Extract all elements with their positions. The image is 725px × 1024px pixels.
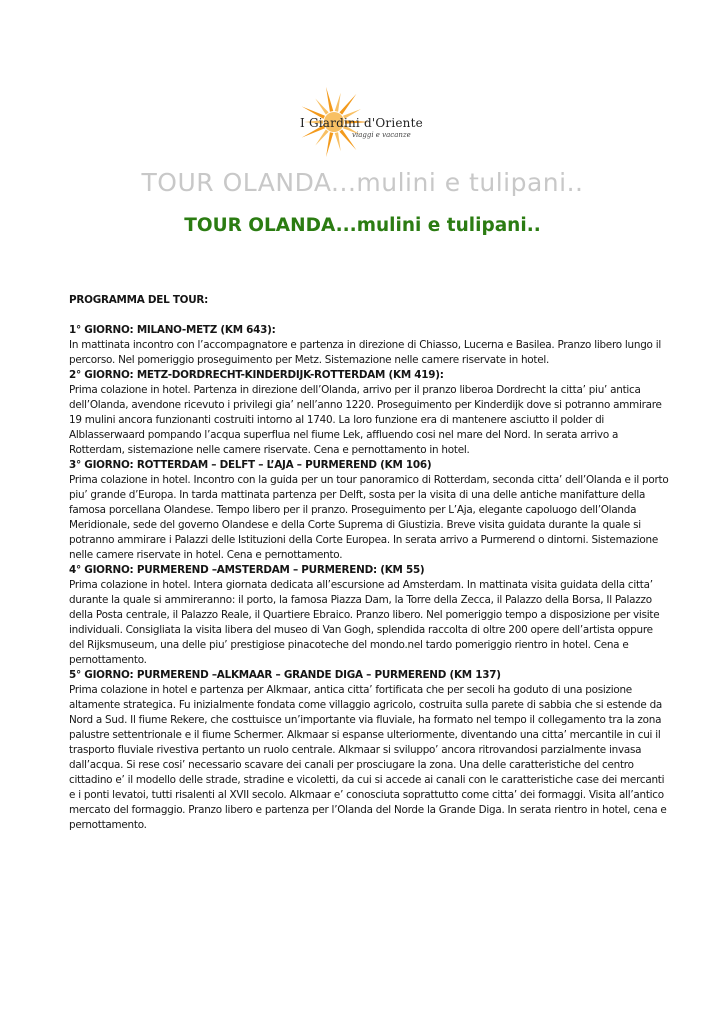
sun-ray-icon [326, 87, 333, 112]
day-text: In mattinata incontro con l’accompagnatore e partenza in direzione di Chiasso, Lucerna e Basilea. Pranzo libero lungo il percorso. Nel pomeriggio proseguimento per Metz. Sistemazione nelle camere riservate in hotel. [69, 339, 661, 366]
sun-ray-icon [315, 129, 328, 145]
day-section [69, 323, 669, 368]
day-section [69, 458, 669, 563]
sun-ray-icon [326, 132, 333, 157]
day-section [69, 668, 669, 833]
day-text: Prima colazione in hotel e partenza per Alkmaar, antica citta’ fortificata che per secoli ha goduto di una posizione altamente strategica. Fu inizialmente fondata come villaggio agricolo, costruita sulla parete di sabbia che si estende da Nord a Sud. Il fiume Rekere, che costtuisce un’importante via fluviale, ha formato nel tempo il collegamento tra la zona palustre settentrionale e il fiume Schermer. Alkmaar si espanse ulteriormente, diventando una citta’ mercantile in cui il trasporto fluviale rivestiva pertanto un ruolo centrale. Alkmaar si sviluppo’ ancora ritrovandosi parzialmente invasa dall’acqua. Si rese cosi’ necessario scavare dei canali per prosciugare la zona. Una delle caratteristiche del centro cittadino e’ il modello delle strade, stradine e vicoletti, da cui si accede ai canali con le caratteristiche case dei mercanti e i ponti levatoi, tutti risalenti al XVII secolo. Alkmaar e’ conosciuta soprattutto come citta’ dei formaggi. Visita all’antico mercato del formaggio. Pranzo libero e partenza per l’Olanda del Norde la Grande Diga. In serata rientro in hotel, cena e pernottamento. [69, 684, 667, 831]
day-heading: 2° GIORNO: METZ-DORDRECHT-KINDERDIJK-ROTTERDAM (KM 419): [69, 369, 444, 381]
day-text: Prima colazione in hotel. Intera giornata dedicata all’escursione ad Amsterdam. In mattinata visita guidata della citta’ durante la quale si ammireranno: il porto, la famosa Piazza Dam, la Torre della Zecca, il Palazzo della Borsa, Il Palazzo della Posta centrale, il Palazzo Reale, il Quartiere Ebraico. Pranzo libero. Nel pomeriggio tempo a disposizione per visite individuali. Consigliata la visita libera del museo di Van Gogh, splendida raccolta di oltre 200 opere dell’artista oppure del Rijksmuseum, una delle piu’ prestigiose pinacoteche del mondo.nel tardo pomeriggio rientro in hotel. Cena e pernottamento. [69, 579, 660, 666]
day-heading: 3° GIORNO: ROTTERDAM – DELFT – L’AJA – PURMEREND (KM 106) [69, 459, 432, 471]
sun-ray-icon [335, 93, 341, 112]
day-text: Prima colazione in hotel. Partenza in direzione dell’Olanda, arrivo per il pranzo liberoa Dordrecht la citta’ piu’ antica dell’Olanda, avendone ricevuto i privilegi gia’ nell’anno 1220. Proseguimento per Kinderdijk dove si potranno ammirare 19 mulini ancora funzionanti costruiti intorno al 1740. La loro funzione era di mantenere asciutto il polder di Alblasserwaard pompando l’acqua superflua nel fiume Lek, affluendo cosi nel mare del Nord. In serata arrivo a Rotterdam, sistemazione nelle camere riservate. Cena e pernottamento in hotel. [69, 384, 662, 456]
sun-ray-icon [339, 94, 356, 115]
logo-tagline: viaggi e vacanze [352, 131, 411, 139]
day-text: Prima colazione in hotel. Incontro con la guida per un tour panoramico di Rotterdam, seconda citta’ dell’Olanda e il porto piu’ grande d’Europa. In tarda mattinata partenza per Delft, sosta per la visita di una delle antiche manifatture della famosa porcellana Olandese. Tempo libero per il pranzo. Proseguimento per L’Aja, elegante capoluogo dell’Olanda Meridionale, sede del governo Olandese e della Corte Suprema di Giustizia. Breve visita guidata durante la quale si potranno ammirare i Palazzi delle Istituzioni della Corte Europea. In serata arrivo a Purmerend o dintorni. Sistemazione nelle camere riservate in hotel. Cena e pernottamento. [69, 474, 669, 561]
day-heading: 1° GIORNO: MILANO-METZ (KM 643): [69, 324, 276, 336]
day-section [69, 563, 669, 668]
day-heading: 5° GIORNO: PURMEREND –ALKMAAR – GRANDE DIGA – PURMEREND (KM 137) [69, 669, 501, 681]
logo-name: I Giardini d'Oriente [300, 116, 423, 130]
sun-ray-icon [335, 132, 341, 151]
day-section [69, 368, 669, 458]
document-body [69, 293, 669, 833]
sun-ray-icon [315, 99, 328, 115]
day-heading: 4° GIORNO: PURMEREND –AMSTERDAM – PURMEREND: (KM 55) [69, 564, 425, 576]
program-heading: PROGRAMMA DEL TOUR: [69, 294, 209, 306]
page-title: TOUR OLANDA...mulini e tulipani.. [184, 215, 541, 236]
faded-title: TOUR OLANDA...mulini e tulipani.. [141, 168, 584, 197]
